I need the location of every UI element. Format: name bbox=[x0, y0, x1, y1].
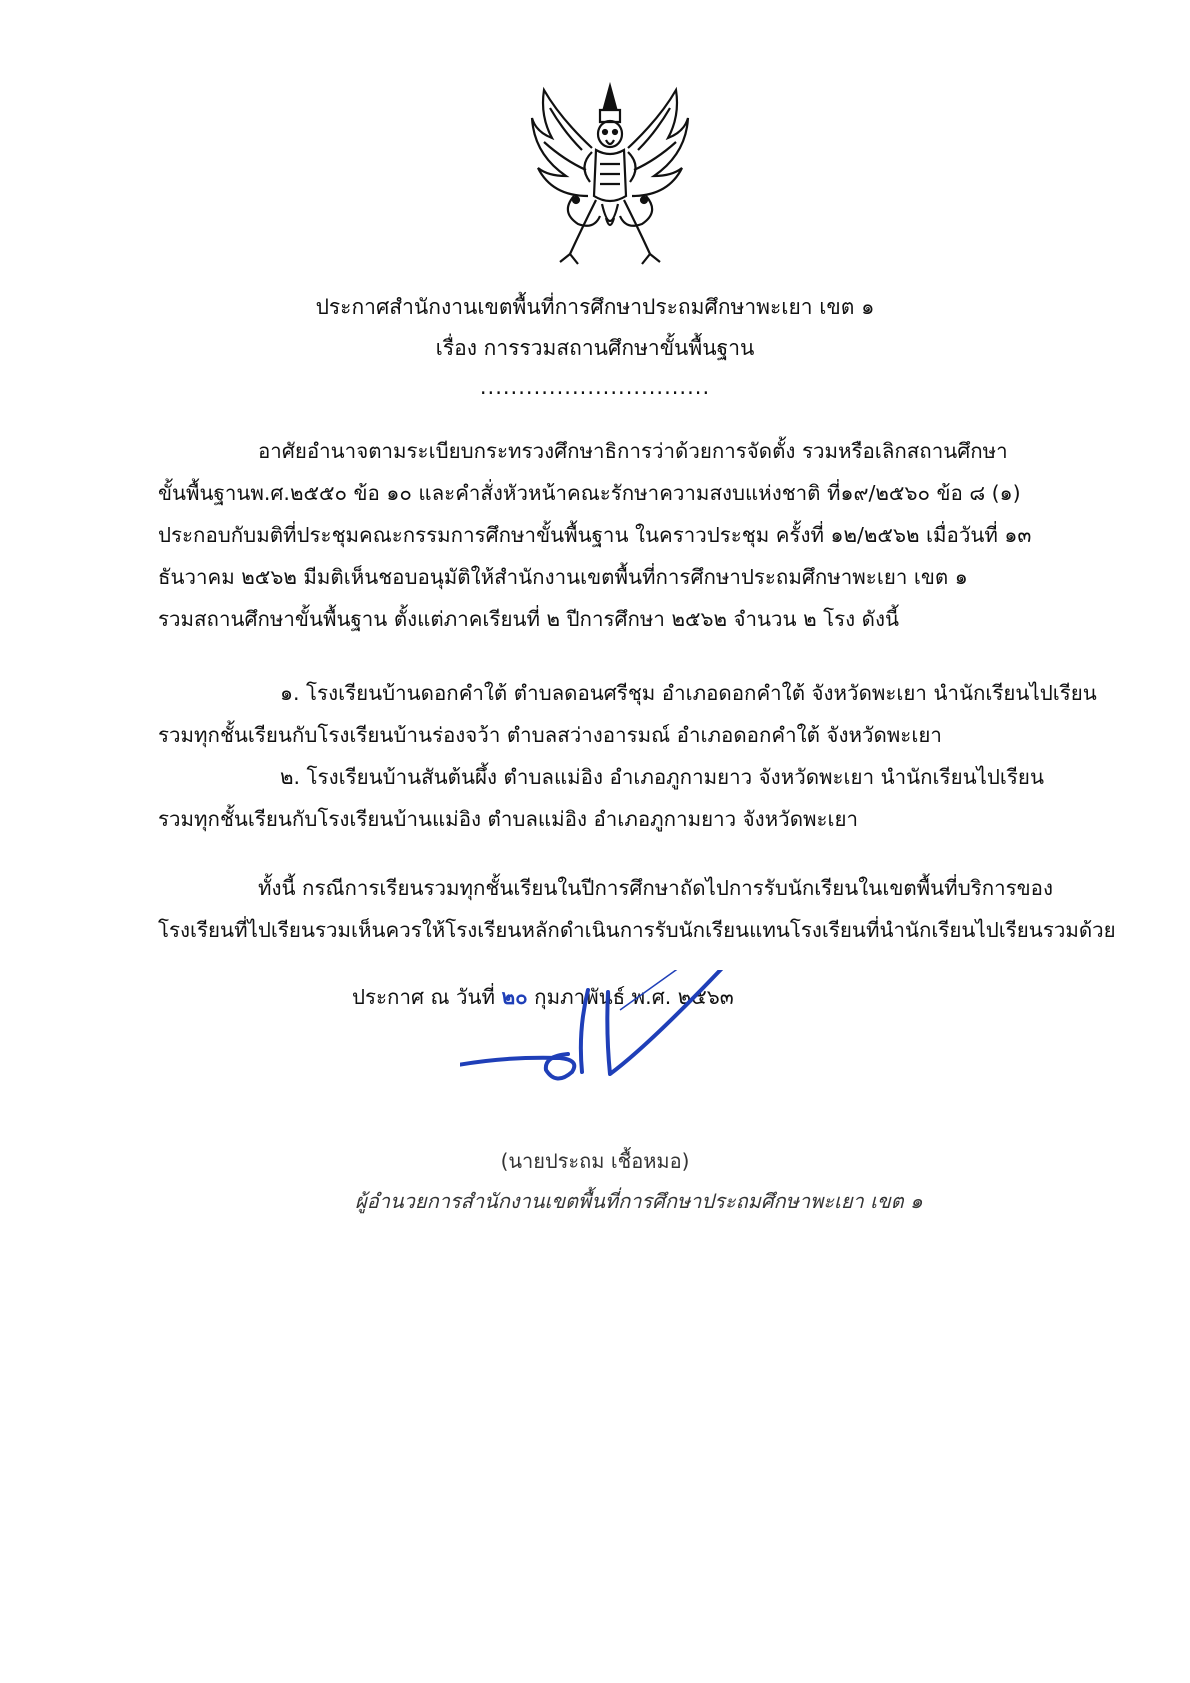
paragraph-line: อาศัยอำนาจตามระเบียบกระทรวงศึกษาธิการว่าด้วยการจัดตั้ง รวมหรือเลิกสถานศึกษา bbox=[258, 439, 1008, 463]
heading-separator: .............................. bbox=[479, 375, 711, 399]
list-item-1-cont: รวมทุกชั้นเรียนกับโรงเรียนบ้านร่องจว้า ตำบลสว่างอารมณ์ อำเภอดอกคำใต้ จังหวัดพะเยา bbox=[158, 723, 942, 747]
paragraph-line: ทั้งนี้ กรณีการเรียนรวมทุกชั้นเรียนในปีการศึกษาถัดไปการรับนักเรียนในเขตพื้นที่บริการของ bbox=[258, 876, 1053, 900]
paragraph-line: รวมสถานศึกษาขั้นพื้นฐาน ตั้งแต่ภาคเรียนที่ ๒ ปีการศึกษา ๒๕๖๒ จำนวน ๒ โรง ดังนี้ bbox=[158, 607, 900, 631]
date-month-year: กุมภาพันธ์ พ.ศ. ๒๕๖๓ bbox=[534, 985, 734, 1009]
date-day: ๒๐ bbox=[501, 985, 528, 1009]
signer-name: (นายประถม เชื้อหมอ) bbox=[500, 1149, 690, 1173]
paragraph-line: ประกอบกับมติที่ประชุมคณะกรรมการศึกษาขั้นพื้นฐาน ในคราวประชุม ครั้งที่ ๑๒/๒๕๖๒ เมื่อวันที่ ๑๓ bbox=[158, 523, 1032, 547]
date-prefix: ประกาศ ณ วันที่ bbox=[352, 985, 496, 1009]
announcement-subject: เรื่อง การรวมสถานศึกษาขั้นพื้นฐาน bbox=[435, 336, 755, 360]
list-item-2-cont: รวมทุกชั้นเรียนกับโรงเรียนบ้านแม่อิง ตำบลแม่อิง อำเภอภูกามยาว จังหวัดพะเยา bbox=[158, 807, 859, 831]
signature-icon bbox=[460, 970, 830, 1130]
announcement-heading: ประกาศสำนักงานเขตพื้นที่การศึกษาประถมศึกษาพะเยา เขต ๑ bbox=[315, 295, 875, 319]
list-item-2: ๒. โรงเรียนบ้านสันต้นผึ้ง ตำบลแม่อิง อำเภอภูกามยาว จังหวัดพะเยา นำนักเรียนไปเรียน bbox=[280, 765, 1044, 789]
list-item-1: ๑. โรงเรียนบ้านดอกคำใต้ ตำบลดอนศรีชุม อำเภอดอกคำใต้ จังหวัดพะเยา นำนักเรียนไปเรียน bbox=[280, 681, 1097, 705]
paragraph-authority bbox=[158, 430, 1098, 640]
paragraph-line: ธันวาคม ๒๕๖๒ มีมติเห็นชอบอนุมัติให้สำนักงานเขตพื้นที่การศึกษาประถมศึกษาพะเยา เขต ๑ bbox=[158, 565, 968, 589]
signer-position: ผู้อำนวยการสำนักงานเขตพื้นที่การศึกษาประถมศึกษาพะเยา เขต ๑ bbox=[355, 1189, 923, 1213]
school-list bbox=[158, 672, 1098, 840]
paragraph-conclusion bbox=[158, 867, 1116, 951]
garuda-emblem-icon bbox=[530, 78, 690, 268]
paragraph-line: ขั้นพื้นฐานพ.ศ.๒๕๕๐ ข้อ ๑๐ และคำสั่งหัวหน้าคณะรักษาความสงบแห่งชาติ ที่๑๙/๒๕๖๐ ข้อ ๘ (๑) bbox=[158, 481, 1021, 505]
paragraph-line: โรงเรียนที่ไปเรียนรวมเห็นควรให้โรงเรียนหลักดำเนินการรับนักเรียนแทนโรงเรียนที่นำนักเรียนไปเรียนรวมด้วย bbox=[158, 918, 1116, 942]
